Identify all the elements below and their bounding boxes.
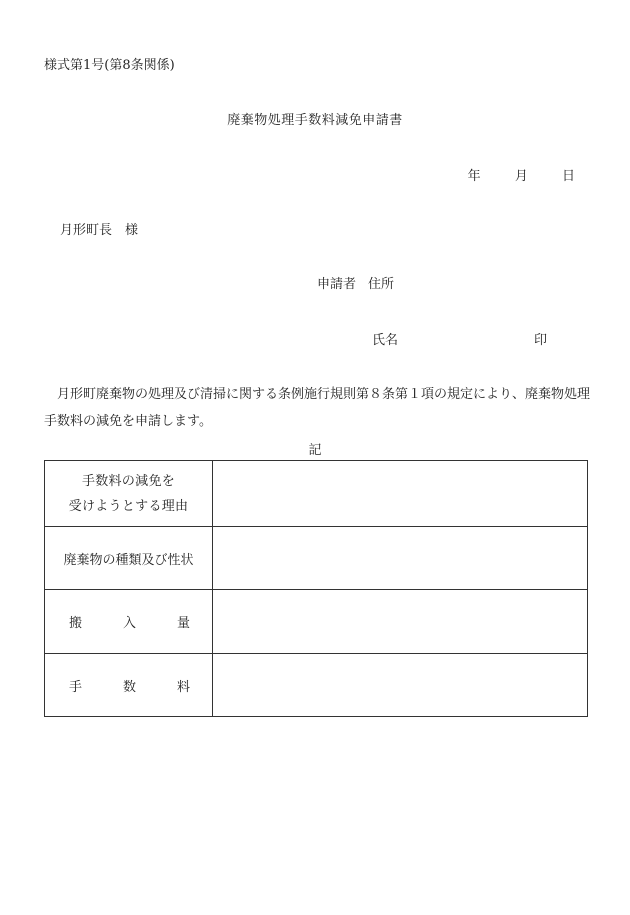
table-row-reason bbox=[45, 461, 588, 527]
reason-label-line2: 受けようとする理由 bbox=[68, 498, 189, 514]
quantity-value-cell[interactable] bbox=[213, 590, 588, 654]
fee-label-char2: 数 bbox=[122, 679, 136, 695]
date-line bbox=[468, 165, 575, 184]
table-row-quantity bbox=[45, 590, 588, 654]
waste-type-value-cell[interactable] bbox=[213, 527, 588, 590]
quantity-label-char2: 入 bbox=[122, 616, 136, 631]
applicant-address-line bbox=[317, 273, 394, 292]
form-number: 様式第1号(第8条関係) bbox=[44, 58, 175, 73]
name-label: 氏名 bbox=[372, 333, 399, 348]
reason-label-line1: 手数料の減免を bbox=[81, 473, 176, 489]
reason-label-cell bbox=[45, 461, 213, 527]
fee-value-cell[interactable] bbox=[213, 654, 588, 717]
date-year-label: 年 bbox=[467, 169, 481, 184]
fee-label-char1: 手 bbox=[69, 679, 83, 695]
date-day-label: 日 bbox=[561, 169, 575, 184]
ki-heading: 記 bbox=[308, 443, 322, 458]
date-month-label: 月 bbox=[514, 169, 528, 184]
fee-label-char3: 料 bbox=[176, 679, 190, 695]
quantity-label-char3: 量 bbox=[176, 616, 190, 631]
reason-value-cell[interactable] bbox=[213, 461, 588, 527]
address-label: 住所 bbox=[368, 277, 395, 292]
document-title: 廃棄物処理手数料減免申請書 bbox=[227, 113, 403, 128]
waste-type-label-cell: 廃棄物の種類及び性状 bbox=[45, 527, 213, 590]
quantity-label-cell bbox=[45, 590, 213, 654]
application-table bbox=[44, 460, 588, 717]
applicant-label: 申請者 bbox=[317, 277, 357, 292]
table-row-waste-type bbox=[45, 527, 588, 590]
table-row-fee bbox=[45, 654, 588, 717]
quantity-label-char1: 搬 bbox=[69, 616, 83, 631]
application-statement: 月形町廃棄物の処理及び清掃に関する条例施行規則第８条第１項の規定により、廃棄物処理手数料の減免を申請します。 bbox=[44, 387, 591, 429]
seal-mark: 印 bbox=[534, 333, 548, 348]
addressee: 月形町長 様 bbox=[60, 223, 139, 238]
fee-label-cell bbox=[45, 654, 213, 717]
